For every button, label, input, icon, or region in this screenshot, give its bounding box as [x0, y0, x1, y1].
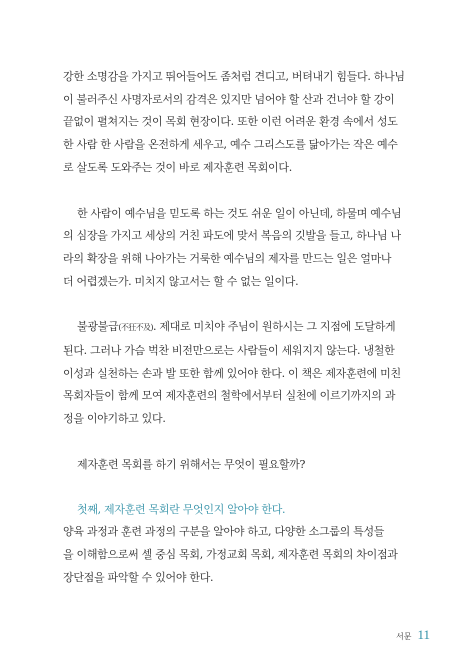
section-label: 서문	[396, 632, 412, 641]
text-line: 된다. 그러나 가슴 벅찬 비전만으로는 사람들이 세워지지 않는다. 냉철한	[63, 344, 395, 358]
body-text	[63, 66, 413, 589]
paragraph-gap	[63, 293, 413, 316]
paragraph-gap	[63, 477, 413, 499]
text-line: 제자훈련 목회를 하기 위해서는 무엇이 필요할까?	[77, 457, 306, 471]
text-line: 양육 과정과 훈련 과정의 구분을 알아야 하고, 다양한 소그룹의 특성들	[63, 525, 385, 539]
paragraph-gap	[63, 180, 413, 203]
paragraph-4	[63, 454, 413, 477]
text-line: 끝없이 펼쳐지는 것이 목회 현장이다. 또한 이런 어려운 환경 속에서 성도	[63, 115, 398, 129]
page-number: 11	[417, 627, 430, 642]
text-line: 목회자들이 함께 모여 제자훈련의 철학에서부터 실천에 이르기까지의 과	[63, 389, 396, 403]
text-line: 로 살도록 도와주는 것이 바로 제자훈련 목회이다.	[63, 160, 292, 174]
text-line: 한 사람이 예수님을 믿도록 하는 것도 쉬운 일이 아닌데, 하물며 예수님	[77, 206, 402, 220]
text-line: 강한 소명감을 가지고 뛰어들어도 좀처럼 견디고, 버텨내기 힘들다. 하나님	[63, 70, 405, 83]
paragraph-1	[63, 66, 413, 180]
text-line-flush: 을 이해함으로써 셀 중심 목회, 가정교회 목회, 제자훈련 목회의 차이점과	[63, 547, 398, 561]
section-heading: 첫째, 제자훈련 목회란 무엇인지 알아야 한다.	[77, 502, 286, 516]
paragraph-2	[63, 203, 413, 294]
text-line-flush: 장단점을 파악할 수 있어야 한다.	[63, 570, 214, 584]
text-line: 라의 확장을 위해 나아가는 거룩한 예수님의 제자를 만드는 일은 얼마나	[63, 251, 392, 265]
hanja-annotation: (不狂不及)	[118, 323, 153, 333]
text-line: 이 불러주신 사명자로서의 감격은 있지만 넘어야 할 산과 건너야 할 강이	[63, 92, 395, 106]
text-line: 더 어렵겠는가. 미치지 않고서는 할 수 없는 일이다.	[63, 274, 299, 288]
text-line-first	[63, 316, 413, 340]
line-remainder: . 제대로 미치야 주님이 원하시는 그 지점에 도달하게	[152, 320, 396, 334]
paragraph-3	[63, 316, 413, 431]
text-line: 한 사람 한 사람을 온전하게 세우고, 예수 그리스도를 닮아가는 작은 예수	[63, 138, 398, 152]
text-line: 이성과 실천하는 손과 발 또한 함께 있어야 한다. 이 책은 제자훈련에 미친	[63, 366, 401, 380]
page-footer	[396, 627, 430, 643]
paragraph-gap	[63, 431, 413, 454]
text-line: 의 심장을 가지고 세상의 거친 파도에 맞서 복음의 깃발을 들고, 하나님 나	[63, 229, 401, 243]
idiom-text: 불광불급	[77, 320, 119, 334]
paragraph-5	[63, 499, 413, 590]
text-line: 정을 이야기하고 있다.	[63, 412, 166, 426]
